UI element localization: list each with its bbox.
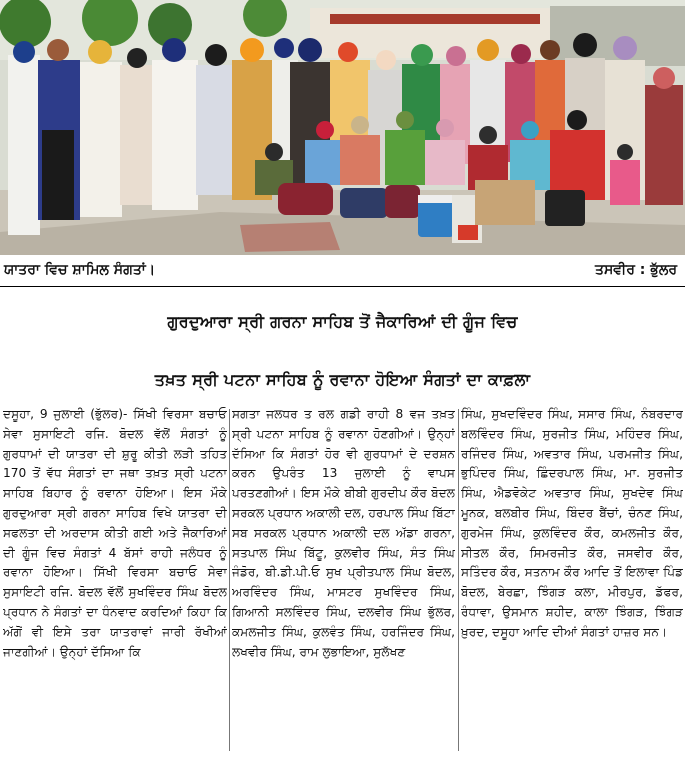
group-photo-icon [0, 0, 685, 255]
article-text-3: ਸਿੰਘ, ਸੁਖਦਵਿੰਦਰ ਸਿੰਘ, ਸਸਾਰ ਸਿੰਘ, ਨੰਬਰਦਾਰ ਬਲਵਿੰਦਰ ਸਿੰਘ, ਸੁਰਜੀਤ ਸਿੰਘ, ਮਹਿੰਦਰ ਸਿੰਘ, ਰਜਿੰਦਰ ਸਿੰਘ, ਅਵਤਾਰ ਸਿੰਘ, ਪਰਮਜੀਤ ਸਿੰਘ, ਭੁਪਿੰਦਰ ਸਿੰਘ, ਛਿੰਦਰਪਾਲ ਸਿੰਘ, ਮਾ. ਸੁਰਜੀਤ ਸਿੰਘ, ਐਡਵੋਕੇਟ ਅਵਤਾਰ ਸਿੰਘ, ਸੁਖਦੇਵ ਸਿੰਘ ਮੂਨਕ, ਬਲਬੀਰ ਸਿੰਘ, ਬਿੰਦਰ ਬੈਂਚਾਂ, ਚੰਨਣ ਸਿੰਘ, ਗੁਰਮੇਜ ਸਿੰਘ, ਕੁਲਵਿੰਦਰ ਕੌਰ, ਕਮਲਜੀਤ ਕੌਰ, ਸੀਤਲ ਕੌਰ, ਸਿਮਰਜੀਤ ਕੌਰ, ਜਸਵੀਰ ਕੌਰ, ਸਤਿੰਦਰ ਕੌਰ, ਸਤਨਾਮ ਕੌਰ ਆਦਿ ਤੋਂ ਇਲਾਵਾ ਪਿੰਡ ਬੋਦਲ, ਬੇਰਛਾ, ਝਿੰਗੜ ਕਲਾ, ਮੀਰਪੁਰ, ਡੱਫਰ, ਰੰਧਾਵਾ, ਉਸਮਾਨ ਸ਼ਹੀਦ, ਕਾਲਾ ਝਿੰਗੜ, ਝਿੰਗੜ ਖ਼ੁਰਦ, ਦਸੂਹਾ ਆਦਿ ਦੀਆਂ ਸੰਗਤਾਂ ਹਾਜ਼ਰ ਸਨ। [461, 407, 683, 639]
article-text-1: ਦਸੂਹਾ, 9 ਜੁਲਾਈ (ਭੁੱਲਰ)- ਸਿੱਖੀ ਵਿਰਸਾ ਬਚਾਓ ਸੇਵਾ ਸੁਸਾਇਟੀ ਰਜਿ. ਬੋਦਲ ਵੱਲੋਂ ਸੰਗਤਾਂ ਨੂੰ ਗੁਰਧਾਮਾਂ ਦੀ ਯਾਤਰਾ ਦੀ ਸ਼ੁਰੂ ਕੀਤੀ ਲੜੀ ਤਹਿਤ 170 ਤੋਂ ਵੱਧ ਸੰਗਤਾਂ ਦਾ ਜਥਾ ਤਖ਼ਤ ਸ੍ਰੀ ਪਟਨਾ ਸਾਹਿਬ ਬਿਹਾਰ ਨੂੰ ਰਵਾਨਾ ਹੋਇਆ। ਇਸ ਮੌਕੇ ਗੁਰਦੁਆਰਾ ਸ੍ਰੀ ਗਰਨਾ ਸਾਹਿਬ ਵਿਖੇ ਯਾਤਰਾ ਦੀ ਸਫਲਤਾ ਦੀ ਅਰਦਾਸ ਕੀਤੀ ਗਈ ਅਤੇ ਜੈਕਾਰਿਆਂ ਦੀ ਗੂੰਜ ਵਿਚ ਸੰਗਤਾਂ 4 ਬੱਸਾਂ ਰਾਹੀ ਜਲੰਧਰ ਨੂੰ ਰਵਾਨਾ ਹੋਇਆ। ਸਿੱਖੀ ਵਿਰਸਾ ਬਚਾਓ ਸੇਵਾ ਸੁਸਾਇਟੀ ਰਜਿ. ਬੋਦਲ ਵੱਲੋਂ ਸੁਖਵਿੰਦਰ ਸਿੰਘ ਬੋਦਲ ਪ੍ਰਧਾਨ ਨੇ ਸੰਗਤਾਂ ਦਾ ਧੰਨਵਾਦ ਕਰਦਿਆਂ ਕਿਹਾ ਕਿ ਅੱਗੋਂ ਵੀ ਇਸੇ ਤਰਾ ਯਾਤਰਾਵਾਂ ਜਾਰੀ ਰੱਖੀਆਂ ਜਾਣਗੀਆਂ। ਉਨ੍ਹਾਂ ਦੱਸਿਆ ਕਿ [3, 407, 227, 659]
photo-caption: ਯਾਤਰਾ ਵਿਚ ਸ਼ਾਮਿਲ ਸੰਗਤਾਂ। [4, 262, 156, 278]
article-column-2 [232, 405, 455, 755]
column-divider [229, 409, 230, 751]
photo-caption-bar [0, 258, 685, 287]
article-body [0, 405, 685, 759]
group-photo [0, 0, 685, 255]
headline-line-2: ਤਖ਼ਤ ਸ੍ਰੀ ਪਟਨਾ ਸਾਹਿਬ ਨੂੰ ਰਵਾਨਾ ਹੋਇਆ ਸੰਗਤਾਂ ਦਾ ਕਾਫ਼ਲਾ [154, 370, 531, 389]
article-column-1 [3, 405, 227, 755]
column-divider [458, 409, 459, 751]
article-text-2: ਸਗਤਾ ਜਲਧਰ ਤ ਰਲ ਗਡੀ ਰਾਹੀ 8 ਵਜ ਤਖ਼ਤ ਸ੍ਰੀ ਪਟਨਾ ਸਾਹਿਬ ਨੂੰ ਰਵਾਨਾ ਹੋਣਗੀਆਂ। ਉਨ੍ਹਾਂ ਦੱਸਿਆ ਕਿ ਸੰਗਤਾਂ ਹੋਰ ਵੀ ਗੁਰਧਾਮਾਂ ਦੇ ਦਰਸ਼ਨ ਕਰਨ ਉਪਰੰਤ 13 ਜੁਲਾਈ ਨੂੰ ਵਾਪਸ ਪਰਤਣਗੀਆਂ। ਇਸ ਮੌਕੇ ਬੀਬੀ ਗੁਰਦੀਪ ਕੌਰ ਬੋਦਲ ਸਰਕਲ ਪ੍ਰਧਾਨ ਅਕਾਲੀ ਦਲ, ਹਰਪਾਲ ਸਿੰਘ ਬਿੱਟਾ ਸਬ ਸਰਕਲ ਪ੍ਰਧਾਨ ਅਕਾਲੀ ਦਲ ਅੱਡਾ ਗਰਨਾ, ਸਤਪਾਲ ਸਿੰਘ ਬਿੱਟੂ, ਕੁਲਵੀਰ ਸਿੰਘ, ਸੰਤ ਸਿੰਘ ਜੰਡੋਰ, ਬੀ.ਡੀ.ਪੀ.ਓ ਸੁਖ ਪ੍ਰੀਤਪਾਲ ਸਿੰਘ ਬੋਦਲ, ਅਰਵਿੰਦਰ ਸਿੰਘ, ਮਾਸਟਰ ਸੁਖਵਿੰਦਰ ਸਿੰਘ, ਗਿਆਨੀ ਸਲਵਿੰਦਰ ਸਿੰਘ, ਦਲਵੀਰ ਸਿੰਘ ਭੁੱਲਰ, ਕਮਲਜੀਤ ਸਿੰਘ, ਕੁਲਵੰਤ ਸਿੰਘ, ਹਰਜਿੰਦਰ ਸਿੰਘ, ਲਖਵੀਰ ਸਿੰਘ, ਰਾਮ ਲੁਭਾਇਆ, ਸੁਲੱਖਣ [232, 407, 455, 659]
photo-credit: ਤਸਵੀਰ : ਭੁੱਲਰ [594, 262, 677, 278]
headline-line-1: ਗੁਰਦੁਆਰਾ ਸ੍ਰੀ ਗਰਨਾ ਸਾਹਿਬ ਤੋਂ ਜੈਕਾਰਿਆਂ ਦੀ ਗੂੰਜ ਵਿਚ [167, 312, 518, 331]
article-column-3 [461, 405, 683, 755]
